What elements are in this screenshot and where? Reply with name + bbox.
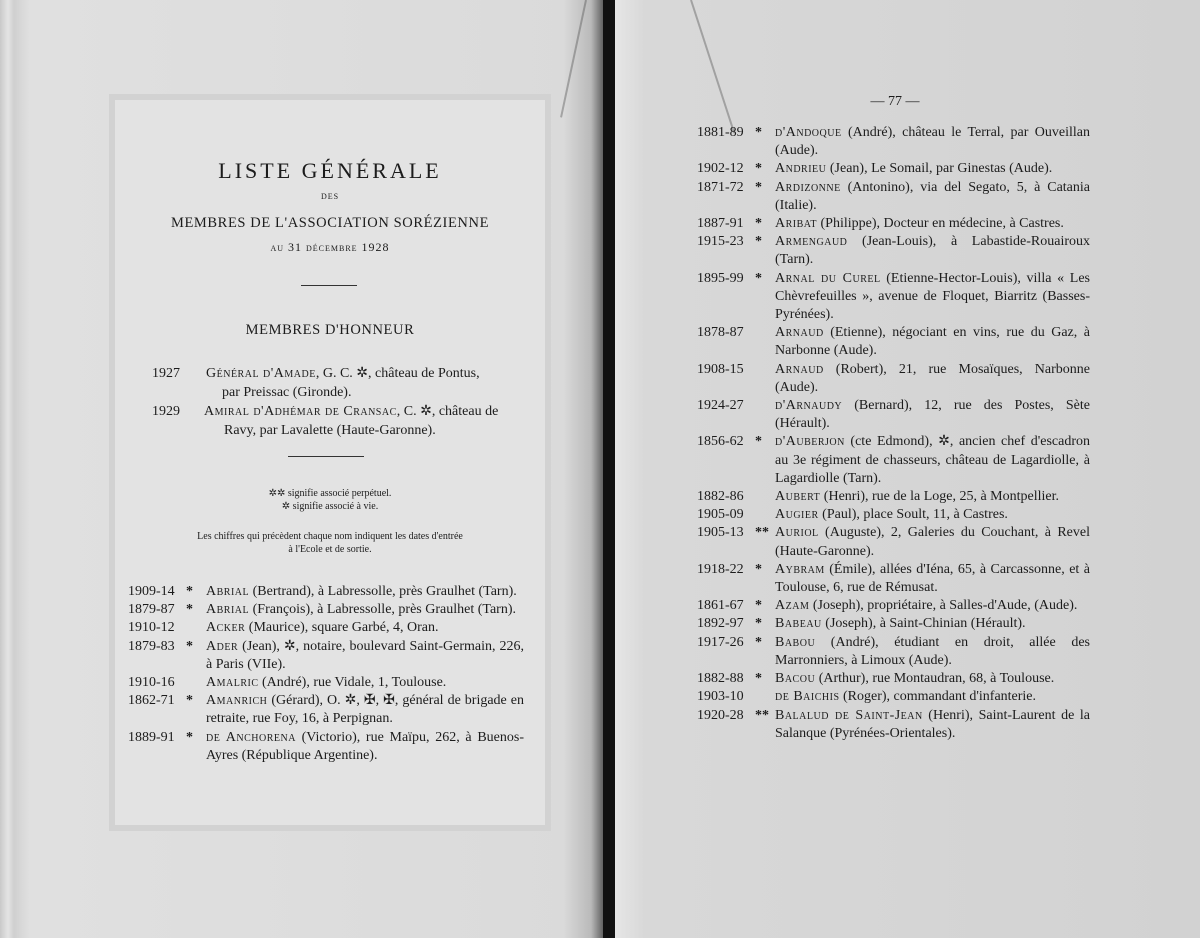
member-entry	[697, 561, 1090, 597]
member-entry	[697, 707, 1090, 743]
member-details: (André), étudiant en droit, allée des Marronniers, à Limoux (Aude).	[775, 634, 1090, 668]
entry-years: 1917-26	[697, 634, 744, 650]
entry-years: 1881-89	[697, 125, 744, 140]
member-entry	[697, 597, 1090, 615]
legend-text: signifie associé à vie.	[292, 501, 379, 512]
membership-mark-icon: *	[186, 602, 193, 618]
entry-years: 1903-10	[697, 689, 744, 705]
entry-years: 1908-15	[697, 361, 744, 377]
member-details: (Jean-Louis), à Labastide-Rouairoux (Tarn).	[775, 234, 1090, 268]
membership-mark-icon: *	[186, 729, 193, 745]
membership-mark-icon: *	[755, 434, 762, 450]
member-details: (Antonino), via del Segato, 5, à Catania (Italie).	[775, 179, 1090, 213]
member-name: d'Arnaudy	[775, 398, 843, 414]
member-details: (Maurice), square Garbé, 4, Oran.	[245, 620, 439, 636]
member-name: Arnaud	[775, 325, 824, 341]
entry-years: 1915-23	[697, 234, 744, 250]
member-name: Acker	[206, 620, 246, 636]
member-name: Aribat	[775, 216, 818, 232]
membership-mark-icon: *	[186, 638, 193, 654]
member-name: de Baichis	[775, 689, 840, 705]
member-details: (Paul), place Soult, 11, à Castres.	[818, 507, 1008, 523]
membership-mark-icon: *	[755, 634, 762, 650]
member-name: Amanrich	[206, 693, 268, 709]
entry-years: 1879-87	[128, 602, 175, 618]
honor-member	[152, 364, 532, 402]
membership-mark-icon: *	[755, 671, 762, 687]
honor-years: 1927	[152, 366, 180, 381]
membership-mark-icon: *	[186, 693, 193, 709]
entry-years: 1887-91	[697, 216, 744, 232]
entry-years: 1905-09	[697, 507, 744, 523]
membership-mark-icon: *	[755, 125, 762, 140]
member-details: (Auguste), 2, Galeries du Couchant, à Revel (Haute-Garonne).	[775, 525, 1090, 559]
member-name: Arnaud	[775, 361, 824, 377]
entry-years: 1905-13	[697, 525, 744, 541]
member-details: (Robert), 21, rue Mosaïques, Narbonne (Aude).	[775, 361, 1090, 395]
member-details: (Jean), ✲, notaire, boulevard Saint-Germain, 226, à Paris (VIIe).	[206, 638, 524, 672]
membership-mark-icon: *	[755, 234, 762, 250]
note-line: à l'Ecole et de sortie.	[288, 544, 372, 555]
honor-years: 1929	[152, 404, 180, 419]
association-name: MEMBRES DE L'ASSOCIATION SORÉZIENNE	[170, 215, 490, 231]
member-entry	[697, 688, 1090, 706]
member-details: (Gérard), O. ✲, ✠, ✠, général de brigade en retraite, rue Foy, 16, à Perpignan.	[206, 693, 524, 727]
honor-member	[152, 402, 532, 440]
member-name: Amalric	[206, 675, 259, 691]
honor-address: par Preissac (Gironde).	[222, 385, 352, 400]
member-name: Azam	[775, 598, 810, 614]
member-details: (Bernard), 12, rue des Postes, Sète (Hérault).	[775, 398, 1090, 432]
member-name: Bacou	[775, 671, 816, 687]
member-name: Babeau	[775, 616, 822, 632]
member-details: (Etienne), négociant en vins, rue du Gaz, à Narbonne (Aude).	[775, 325, 1090, 359]
member-entry	[697, 670, 1090, 688]
entry-years: 1871-72	[697, 179, 744, 195]
entry-years: 1924-27	[697, 398, 744, 414]
member-details: (Joseph), propriétaire, à Salles-d'Aude, (Aude).	[809, 598, 1078, 614]
entry-years: 1882-88	[697, 671, 744, 687]
entry-years: 1879-83	[128, 638, 175, 654]
page-number: — 77 —	[870, 94, 920, 109]
member-details: (Jean), Le Somail, par Ginestas (Aude).	[826, 161, 1053, 177]
membership-mark-icon: *	[755, 561, 762, 577]
member-name: Ader	[206, 638, 239, 654]
member-entry	[697, 634, 1090, 670]
member-name: Balalud de Saint-Jean	[775, 707, 923, 723]
membership-mark-icon: *	[755, 616, 762, 632]
legend	[115, 487, 545, 513]
membership-mark-icon: *	[755, 161, 762, 177]
entry-years: 1882-86	[697, 489, 744, 505]
entry-years: 1918-22	[697, 561, 744, 577]
membership-mark-icon: *	[186, 584, 193, 599]
book-gutter	[603, 0, 615, 938]
member-details: (cte Edmond), ✲, ancien chef d'escadron au 3e régiment de chasseurs, château de Lagardiolle, à Lagardiolle (Tarn).	[775, 434, 1090, 486]
member-entry	[697, 179, 1090, 215]
member-details: (André), rue Vidale, 1, Toulouse.	[258, 675, 447, 691]
member-entry	[697, 160, 1090, 178]
membership-mark-icon: *	[755, 598, 762, 614]
entry-years: 1856-62	[697, 434, 744, 450]
dates-note	[115, 530, 545, 556]
member-details: (Roger), commandant d'infanterie.	[839, 689, 1037, 705]
member-entry	[697, 233, 1090, 269]
honor-name: Amiral d'Adhémar de Cransac	[204, 404, 397, 419]
entry-years: 1889-91	[128, 729, 175, 745]
membership-mark-icon: **	[755, 525, 769, 541]
member-details: (Victorio), rue Maïpu, 262, à Buenos-Ayres (République Argentine).	[206, 729, 524, 763]
honor-details: , G. C. ✲, château de Pontus,	[315, 366, 480, 381]
member-entry	[697, 615, 1090, 633]
member-entry	[697, 488, 1090, 506]
honor-address: Ravy, par Lavalette (Haute-Garonne).	[224, 423, 436, 438]
member-entry	[697, 215, 1090, 233]
member-entry	[128, 692, 524, 728]
member-details: (Arthur), rue Montaudran, 68, à Toulouse.	[815, 671, 1055, 687]
legend-text: signifie associé perpétuel.	[287, 488, 392, 499]
member-entry	[697, 361, 1090, 397]
member-list-right	[697, 124, 1090, 743]
list-title: LISTE GÉNÉRALE	[218, 158, 442, 183]
title-des: DES	[320, 192, 340, 201]
member-details: (André), château le Terral, par Ouveillan (Aude).	[775, 125, 1090, 159]
entry-years: 1910-12	[128, 620, 175, 636]
entry-years: 1862-71	[128, 693, 175, 709]
entry-years: 1878-87	[697, 325, 744, 341]
entry-years: 1909-14	[128, 584, 175, 599]
member-entry	[697, 506, 1090, 524]
divider	[288, 456, 364, 457]
member-details: (Joseph), à Saint-Chinian (Hérault).	[821, 616, 1026, 632]
honor-details: , C. ✲, château de	[396, 404, 499, 419]
member-entry	[128, 729, 524, 765]
membership-mark-icon: *	[755, 270, 762, 286]
honor-name: Général d'Amade	[206, 366, 316, 381]
entry-years: 1895-99	[697, 270, 744, 286]
entry-years: 1920-28	[697, 707, 744, 723]
member-details: (Henri), rue de la Loge, 25, à Montpellier.	[820, 489, 1059, 505]
member-details: (Henri), Saint-Laurent de la Salanque (Pyrénées-Orientales).	[775, 707, 1090, 741]
entry-years: 1902-12	[697, 161, 744, 177]
membership-mark-icon: *	[755, 216, 762, 232]
member-entry	[128, 619, 524, 637]
list-date: au 31 décembre 1928	[270, 240, 390, 254]
divider	[301, 285, 357, 286]
entry-years: 1910-16	[128, 675, 175, 691]
star-icon: ✲	[281, 501, 291, 512]
member-name: de Anchorena	[206, 729, 296, 745]
member-details: (Émile), allées d'Iéna, 65, à Carcassonne, et à Toulouse, 6, rue de Rémusat.	[775, 561, 1090, 596]
member-name: Aybram	[775, 561, 825, 577]
member-entry	[697, 124, 1090, 160]
member-name: Auriol	[775, 525, 819, 541]
member-name: Armengaud	[775, 234, 848, 250]
member-name: Babou	[775, 634, 816, 650]
member-entry	[128, 674, 524, 692]
member-details: (Philippe), Docteur en médecine, à Castres.	[817, 216, 1064, 232]
entry-years: 1892-97	[697, 616, 744, 632]
membership-mark-icon: *	[755, 179, 762, 195]
member-entry	[697, 524, 1090, 560]
entry-years: 1861-67	[697, 598, 744, 614]
member-name: Aubert	[775, 489, 821, 505]
note-line: Les chiffres qui précèdent chaque nom indiquent les dates d'entrée	[197, 531, 463, 542]
honor-heading: MEMBRES D'HONNEUR	[245, 322, 415, 338]
member-details: (Etienne-Hector-Louis), villa « Les Chèvrefeuilles », avenue de Floquet, Biarritz (Basses-Pyrénées).	[775, 270, 1090, 323]
member-name: Abrial	[206, 584, 250, 599]
member-entry	[128, 583, 524, 601]
member-details: (Bertrand), à Labressolle, près Graulhet (Tarn).	[249, 584, 517, 599]
member-entry	[697, 270, 1090, 325]
membership-mark-icon: **	[755, 707, 769, 723]
member-name: d'Auberjon	[775, 434, 845, 450]
member-name: Augier	[775, 507, 819, 523]
member-name: d'Andoque	[775, 125, 842, 140]
member-details: (François), à Labressolle, près Graulhet (Tarn).	[249, 602, 516, 618]
member-list-left	[128, 583, 524, 765]
member-entry	[697, 433, 1090, 488]
member-name: Arnal du Curel	[775, 270, 881, 286]
member-entry	[128, 601, 524, 619]
member-name: Abrial	[206, 602, 250, 618]
double-star-icon: ✲✲	[268, 488, 286, 499]
member-entry	[128, 638, 524, 674]
member-entry	[697, 324, 1090, 360]
member-name: Andrieu	[775, 161, 827, 177]
member-name: Ardizonne	[775, 179, 841, 195]
member-entry	[697, 397, 1090, 433]
